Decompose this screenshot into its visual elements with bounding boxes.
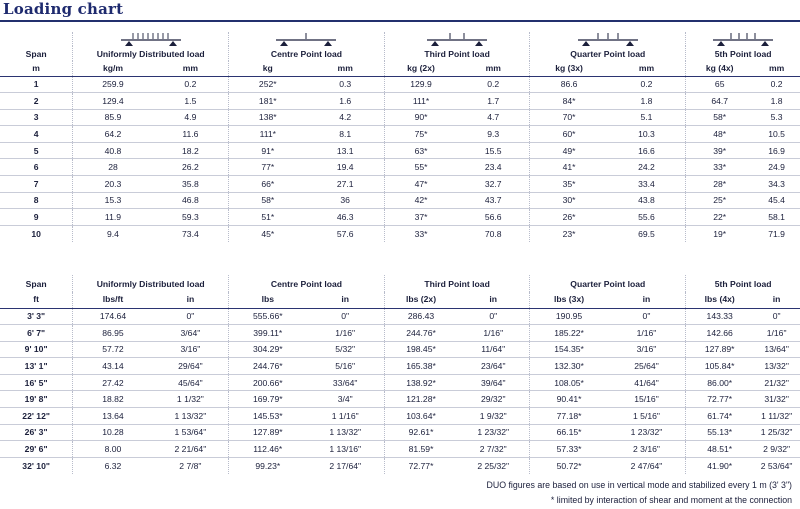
value-cell: 55.6 xyxy=(608,209,686,226)
value-cell: 55.13* xyxy=(686,424,754,441)
value-cell: 1 13/16" xyxy=(306,441,384,458)
unit-header: kg (4x) xyxy=(686,61,754,76)
table-row xyxy=(0,308,800,325)
value-cell: 2 3/16" xyxy=(608,441,686,458)
metric-table-body xyxy=(0,76,800,242)
value-cell: 154.35* xyxy=(530,341,608,358)
table-row xyxy=(0,142,800,159)
value-cell: 200.66* xyxy=(229,374,307,391)
value-cell: 57.33* xyxy=(530,441,608,458)
value-cell: 5/32" xyxy=(306,341,384,358)
value-cell: 41.90* xyxy=(686,457,754,474)
value-cell: 0.2 xyxy=(457,76,530,93)
value-cell: 90.41* xyxy=(530,391,608,408)
value-cell: 111* xyxy=(384,93,457,110)
value-cell: 32.7 xyxy=(457,176,530,193)
span-cell: 29' 6" xyxy=(0,441,73,458)
value-cell: 42* xyxy=(384,192,457,209)
table-row xyxy=(0,109,800,126)
quarter-point-icon-cell xyxy=(530,32,686,46)
value-cell: 56.6 xyxy=(457,209,530,226)
value-cell: 1 13/32" xyxy=(306,424,384,441)
value-cell: 16.9 xyxy=(753,142,800,159)
span-cell: 8 xyxy=(0,192,73,209)
imperial-table-body xyxy=(0,308,800,474)
table-row xyxy=(0,225,800,242)
value-cell: 1/16" xyxy=(753,325,800,342)
value-cell: 45* xyxy=(229,225,307,242)
unit-header: in xyxy=(489,294,498,305)
value-cell: 252* xyxy=(229,76,307,93)
value-cell: 4.2 xyxy=(306,109,384,126)
value-cell: 127.89* xyxy=(229,424,307,441)
span-cell: 5 xyxy=(0,142,73,159)
value-cell: 10.5 xyxy=(753,126,800,143)
value-cell: 48.51* xyxy=(686,441,754,458)
table-row xyxy=(0,76,800,93)
span-cell: 19' 8" xyxy=(0,391,73,408)
value-cell: 75* xyxy=(384,126,457,143)
value-cell: 11.9 xyxy=(73,209,153,226)
value-cell: 2 7/8" xyxy=(153,457,229,474)
value-cell: 5/16" xyxy=(306,358,384,375)
value-cell: 35* xyxy=(530,176,608,193)
value-cell: 20.3 xyxy=(73,176,153,193)
value-cell: 19* xyxy=(686,225,754,242)
value-cell: 28 xyxy=(73,159,153,176)
value-cell: 11/64" xyxy=(457,341,530,358)
span-cell: 22' 12" xyxy=(0,408,73,425)
value-cell: 259.9 xyxy=(73,76,153,93)
value-cell: 57.72 xyxy=(73,341,153,358)
value-cell: 39/64" xyxy=(457,374,530,391)
group-header-uniform: Uniformly Distributed load xyxy=(73,275,229,292)
value-cell: 46.8 xyxy=(153,192,229,209)
value-cell: 27.42 xyxy=(73,374,153,391)
value-cell: 1.6 xyxy=(306,93,384,110)
value-cell: 84* xyxy=(530,93,608,110)
value-cell: 60* xyxy=(530,126,608,143)
value-cell: 70.8 xyxy=(457,225,530,242)
span-cell: 4 xyxy=(0,126,73,143)
value-cell: 45/64" xyxy=(153,374,229,391)
value-cell: 73.4 xyxy=(153,225,229,242)
value-cell: 33/64" xyxy=(306,374,384,391)
value-cell: 0" xyxy=(608,308,686,325)
value-cell: 2 21/64" xyxy=(153,441,229,458)
value-cell: 1 9/32" xyxy=(457,408,530,425)
value-cell: 244.76* xyxy=(384,325,457,342)
value-cell: 86.00* xyxy=(686,374,754,391)
value-cell: 72.77* xyxy=(686,391,754,408)
value-cell: 55* xyxy=(384,159,457,176)
value-cell: 43.7 xyxy=(457,192,530,209)
metric-loading-table xyxy=(0,32,800,242)
value-cell: 3/4" xyxy=(306,391,384,408)
value-cell: 2 47/64" xyxy=(608,457,686,474)
value-cell: 69.5 xyxy=(608,225,686,242)
group-header-centre: Centre Point load xyxy=(229,46,385,61)
value-cell: 0.2 xyxy=(753,76,800,93)
value-cell: 244.76* xyxy=(229,358,307,375)
uniform-load-icon xyxy=(119,32,183,46)
table-row xyxy=(0,126,800,143)
value-cell: 18.2 xyxy=(153,142,229,159)
unit-header: in xyxy=(341,294,350,305)
value-cell: 198.45* xyxy=(384,341,457,358)
value-cell: 143.33 xyxy=(686,308,754,325)
value-cell: 59.3 xyxy=(153,209,229,226)
unit-header: kg xyxy=(229,61,307,76)
unit-header: lbs xyxy=(229,292,307,308)
unit-header: lbs/ft xyxy=(73,292,153,308)
value-cell: 47* xyxy=(384,176,457,193)
value-cell: 0.2 xyxy=(153,76,229,93)
value-cell: 142.66 xyxy=(686,325,754,342)
value-cell: 108.05* xyxy=(530,374,608,391)
table-row xyxy=(0,192,800,209)
value-cell: 1 5/16" xyxy=(608,408,686,425)
value-cell: 5.1 xyxy=(608,109,686,126)
value-cell: 15.3 xyxy=(73,192,153,209)
value-cell: 105.84* xyxy=(686,358,754,375)
unit-header: kg (2x) xyxy=(384,61,457,76)
value-cell: 77.18* xyxy=(530,408,608,425)
value-cell: 1 53/64" xyxy=(153,424,229,441)
unit-header: mm xyxy=(337,62,353,73)
value-cell: 58* xyxy=(229,192,307,209)
value-cell: 34.3 xyxy=(753,176,800,193)
value-cell: 86.6 xyxy=(530,76,608,93)
third-point-load-icon xyxy=(425,32,489,46)
unit-header: kg/m xyxy=(73,61,153,76)
value-cell: 185.22* xyxy=(530,325,608,342)
value-cell: 28* xyxy=(686,176,754,193)
value-cell: 58.1 xyxy=(753,209,800,226)
value-cell: 13.1 xyxy=(306,142,384,159)
group-header-quarter: Quarter Point load xyxy=(530,275,686,292)
value-cell: 70* xyxy=(530,109,608,126)
centre-point-icon-cell xyxy=(229,32,385,46)
value-cell: 2 53/64" xyxy=(753,457,800,474)
value-cell: 2 7/32" xyxy=(457,441,530,458)
value-cell: 43.8 xyxy=(608,192,686,209)
value-cell: 304.29* xyxy=(229,341,307,358)
value-cell: 90* xyxy=(384,109,457,126)
value-cell: 18.82 xyxy=(73,391,153,408)
span-header-spacer xyxy=(0,32,73,46)
value-cell: 46.3 xyxy=(306,209,384,226)
value-cell: 1 13/32" xyxy=(153,408,229,425)
value-cell: 41* xyxy=(530,159,608,176)
value-cell: 64.2 xyxy=(73,126,153,143)
table-row xyxy=(0,408,800,425)
footnote-duo: DUO figures are based on use in vertical mode and stabilized every 1 m (3' 3") xyxy=(486,480,792,490)
span-cell: 13' 1" xyxy=(0,358,73,375)
value-cell: 10.28 xyxy=(73,424,153,441)
table-row xyxy=(0,209,800,226)
value-cell: 92.61* xyxy=(384,424,457,441)
value-cell: 1 23/32" xyxy=(457,424,530,441)
value-cell: 33* xyxy=(384,225,457,242)
group-header-centre: Centre Point load xyxy=(229,275,385,292)
value-cell: 1.8 xyxy=(608,93,686,110)
value-cell: 48* xyxy=(686,126,754,143)
value-cell: 3/16" xyxy=(608,341,686,358)
group-header-fifth: 5th Point load xyxy=(686,46,800,61)
table-row xyxy=(0,374,800,391)
unit-header: in xyxy=(186,294,195,305)
value-cell: 63* xyxy=(384,142,457,159)
value-cell: 45.4 xyxy=(753,192,800,209)
value-cell: 1/16" xyxy=(457,325,530,342)
unit-header: lbs (4x) xyxy=(686,292,754,308)
value-cell: 145.53* xyxy=(229,408,307,425)
table-row xyxy=(0,176,800,193)
span-header: Span xyxy=(25,278,47,289)
value-cell: 64.7 xyxy=(686,93,754,110)
value-cell: 30* xyxy=(530,192,608,209)
value-cell: 1 1/16" xyxy=(306,408,384,425)
value-cell: 26.2 xyxy=(153,159,229,176)
value-cell: 286.43 xyxy=(384,308,457,325)
value-cell: 111* xyxy=(229,126,307,143)
fifth-point-load-icon xyxy=(711,32,775,46)
table-row xyxy=(0,325,800,342)
value-cell: 174.64 xyxy=(73,308,153,325)
value-cell: 3/64" xyxy=(153,325,229,342)
value-cell: 0" xyxy=(306,308,384,325)
group-header-uniform: Uniformly Distributed load xyxy=(73,46,229,61)
table-row xyxy=(0,93,800,110)
span-unit: ft xyxy=(33,294,39,305)
value-cell: 121.28* xyxy=(384,391,457,408)
span-cell: 16' 5" xyxy=(0,374,73,391)
footnote-shear-moment: * limited by interaction of shear and moment at the connection xyxy=(550,495,792,505)
value-cell: 31/32" xyxy=(753,391,800,408)
unit-header: in xyxy=(772,294,781,305)
value-cell: 72.77* xyxy=(384,457,457,474)
unit-header: in xyxy=(642,294,651,305)
unit-header: lbs (3x) xyxy=(530,292,608,308)
span-cell: 3' 3" xyxy=(0,308,73,325)
quarter-point-load-icon xyxy=(576,32,640,46)
value-cell: 169.79* xyxy=(229,391,307,408)
value-cell: 1.8 xyxy=(753,93,800,110)
value-cell: 399.11* xyxy=(229,325,307,342)
value-cell: 127.89* xyxy=(686,341,754,358)
span-cell: 3 xyxy=(0,109,73,126)
title-underline xyxy=(0,20,800,22)
value-cell: 190.95 xyxy=(530,308,608,325)
unit-header: mm xyxy=(638,62,655,73)
value-cell: 1 23/32" xyxy=(608,424,686,441)
span-cell: 1 xyxy=(0,76,73,93)
value-cell: 1.5 xyxy=(153,93,229,110)
value-cell: 13.64 xyxy=(73,408,153,425)
value-cell: 51* xyxy=(229,209,307,226)
value-cell: 57.6 xyxy=(306,225,384,242)
third-point-icon-cell xyxy=(384,32,529,46)
value-cell: 2 25/32" xyxy=(457,457,530,474)
value-cell: 71.9 xyxy=(753,225,800,242)
value-cell: 0.2 xyxy=(608,76,686,93)
value-cell: 15.5 xyxy=(457,142,530,159)
value-cell: 6.32 xyxy=(73,457,153,474)
value-cell: 29/64" xyxy=(153,358,229,375)
span-cell: 2 xyxy=(0,93,73,110)
fifth-point-icon-cell xyxy=(686,32,800,46)
value-cell: 8.1 xyxy=(306,126,384,143)
value-cell: 29/32" xyxy=(457,391,530,408)
span-header: Span xyxy=(25,48,47,59)
unit-header: mm xyxy=(768,62,785,73)
table-row xyxy=(0,159,800,176)
value-cell: 13/64" xyxy=(753,341,800,358)
value-cell: 555.66* xyxy=(229,308,307,325)
value-cell: 181* xyxy=(229,93,307,110)
value-cell: 5.3 xyxy=(753,109,800,126)
uniform-load-icon-cell xyxy=(73,32,229,46)
value-cell: 4.7 xyxy=(457,109,530,126)
value-cell: 15/16" xyxy=(608,391,686,408)
value-cell: 2 9/32" xyxy=(753,441,800,458)
unit-header: lbs (2x) xyxy=(384,292,457,308)
table-row xyxy=(0,391,800,408)
value-cell: 24.9 xyxy=(753,159,800,176)
value-cell: 16.6 xyxy=(608,142,686,159)
value-cell: 22* xyxy=(686,209,754,226)
value-cell: 129.4 xyxy=(73,93,153,110)
centre-point-load-icon xyxy=(274,32,338,46)
value-cell: 23* xyxy=(530,225,608,242)
value-cell: 132.30* xyxy=(530,358,608,375)
table-row xyxy=(0,358,800,375)
span-cell: 26' 3" xyxy=(0,424,73,441)
value-cell: 27.1 xyxy=(306,176,384,193)
value-cell: 9.4 xyxy=(73,225,153,242)
group-header-third: Third Point load xyxy=(384,46,529,61)
value-cell: 85.9 xyxy=(73,109,153,126)
value-cell: 77* xyxy=(229,159,307,176)
table-row xyxy=(0,424,800,441)
value-cell: 1 1/32" xyxy=(153,391,229,408)
value-cell: 50.72* xyxy=(530,457,608,474)
value-cell: 37* xyxy=(384,209,457,226)
value-cell: 112.46* xyxy=(229,441,307,458)
unit-header: mm xyxy=(485,62,501,73)
value-cell: 11.6 xyxy=(153,126,229,143)
value-cell: 1 11/32" xyxy=(753,408,800,425)
value-cell: 33.4 xyxy=(608,176,686,193)
value-cell: 26* xyxy=(530,209,608,226)
table-row xyxy=(0,341,800,358)
value-cell: 21/32" xyxy=(753,374,800,391)
value-cell: 36 xyxy=(306,192,384,209)
group-header-quarter: Quarter Point load xyxy=(530,46,686,61)
value-cell: 33* xyxy=(686,159,754,176)
span-cell: 7 xyxy=(0,176,73,193)
group-header-third: Third Point load xyxy=(384,275,529,292)
span-cell: 32' 10" xyxy=(0,457,73,474)
value-cell: 19.4 xyxy=(306,159,384,176)
value-cell: 138.92* xyxy=(384,374,457,391)
value-cell: 58* xyxy=(686,109,754,126)
value-cell: 1/16" xyxy=(306,325,384,342)
value-cell: 25/64" xyxy=(608,358,686,375)
table-row xyxy=(0,457,800,474)
unit-header: kg (3x) xyxy=(530,61,608,76)
value-cell: 165.38* xyxy=(384,358,457,375)
value-cell: 4.9 xyxy=(153,109,229,126)
value-cell: 39* xyxy=(686,142,754,159)
value-cell: 103.64* xyxy=(384,408,457,425)
value-cell: 129.9 xyxy=(384,76,457,93)
value-cell: 40.8 xyxy=(73,142,153,159)
value-cell: 61.74* xyxy=(686,408,754,425)
value-cell: 23.4 xyxy=(457,159,530,176)
value-cell: 1/16" xyxy=(608,325,686,342)
value-cell: 41/64" xyxy=(608,374,686,391)
value-cell: 43.14 xyxy=(73,358,153,375)
value-cell: 86.95 xyxy=(73,325,153,342)
group-header-fifth: 5th Point load xyxy=(686,275,800,292)
imperial-loading-table xyxy=(0,275,800,474)
span-cell: 9 xyxy=(0,209,73,226)
table-row xyxy=(0,441,800,458)
value-cell: 2 17/64" xyxy=(306,457,384,474)
span-cell: 6' 7" xyxy=(0,325,73,342)
value-cell: 13/32" xyxy=(753,358,800,375)
value-cell: 81.59* xyxy=(384,441,457,458)
value-cell: 0" xyxy=(153,308,229,325)
value-cell: 25* xyxy=(686,192,754,209)
value-cell: 3/16" xyxy=(153,341,229,358)
value-cell: 1 25/32" xyxy=(753,424,800,441)
value-cell: 35.8 xyxy=(153,176,229,193)
value-cell: 9.3 xyxy=(457,126,530,143)
value-cell: 99.23* xyxy=(229,457,307,474)
unit-header: mm xyxy=(182,62,199,73)
value-cell: 65 xyxy=(686,76,754,93)
value-cell: 24.2 xyxy=(608,159,686,176)
value-cell: 49* xyxy=(530,142,608,159)
value-cell: 66* xyxy=(229,176,307,193)
span-cell: 6 xyxy=(0,159,73,176)
value-cell: 0.3 xyxy=(306,76,384,93)
value-cell: 0" xyxy=(457,308,530,325)
value-cell: 8.00 xyxy=(73,441,153,458)
span-cell: 9' 10" xyxy=(0,341,73,358)
span-cell: 10 xyxy=(0,225,73,242)
value-cell: 0" xyxy=(753,308,800,325)
value-cell: 23/64" xyxy=(457,358,530,375)
value-cell: 1.7 xyxy=(457,93,530,110)
value-cell: 138* xyxy=(229,109,307,126)
value-cell: 91* xyxy=(229,142,307,159)
value-cell: 66.15* xyxy=(530,424,608,441)
page-title: Loading chart xyxy=(3,0,124,18)
span-unit: m xyxy=(32,62,40,73)
value-cell: 10.3 xyxy=(608,126,686,143)
